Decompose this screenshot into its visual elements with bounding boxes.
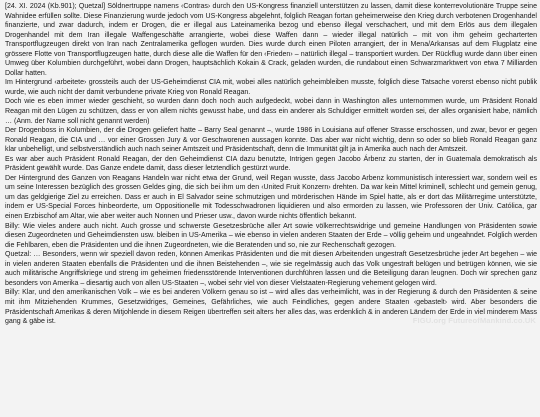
- paragraph: Es war aber auch Präsident Ronald Reagan, der den Geheimdienst CIA dazu benutzte, Intrigen gegen Jacobo Árbenz zu starten, der in Guatemala demokratisch als Präsident gewählt wurde. Das Ganze endete damit, dass dieser letztendlich gestürzt wurde.: [5, 155, 537, 173]
- paragraph: Der Drogenboss in Kolumbien, der die Drogen geliefert hatte – Barry Seal genannt –, wurde 1986 in Louisiana auf offener Strasse erschossen, und zwar, bevor er gegen Ronald Reagan, die CIA und … vor einer Grossen Jury & vor Geschworenen aussagen konnte. Das aber war nicht wichtig, denn so oder so blieb Ronald Reagan ganz klar unbehelligt, und selbstverständlich auch nach seiner Amtszeit und Präsidentschaft, denn die Immunität gilt ja in Amerika auch nach der Amtszeit.: [5, 127, 537, 154]
- watermark: FIGU.org FutureofMankind.co.UK: [412, 316, 536, 325]
- document-body: [5, 2, 537, 327]
- paragraph: [24. XI. 2024 (Kb.901); Quetzal] Söldnertruppe namens ‹Contras› durch den US-Kongress finanziell unterstützen zu lassen, damit diese konterrevolutionäre Truppe seine Wahnidee erfüllen sollte. Diese Finanzierung wurde jedoch vom US-Kongress abgelehnt, folglich Reagan fortan geheimerweise den Krieg durch verbotenen Drogenhandel finanzierte, und zwar dadurch, indem er Drogen, die er illegal aus Lateinamerika bezog und ebenso illegal verschachert, und mit dem Erlös aus dem illegalen Drogenhandel mit dem Iran illegale Waffengeschäfte arrangierte, wobei diese Waffen dann – wieder illegal natürlich – mit von ihm geheim gecharterten Transportflugzeugen direkt von Iran nach Zentralamerika geflogen wurden. Dies wurde durch einen Piloten arrangiert, der in Mena/Arkansas auf dem Flugplatz eine grössere Flotte von Transportflugzeugen hatte, durch diese alle die Waffen für den ‹Frieden› – natürlich illegal – transportiert wurden. Der Rückflug wurde dann über einen Umweg über Kolumbien durchgeführt, wobei dann Drogen, hauptsächlich Kokain & Crack, geladen wurden, die rundabout einen Schwarzmarktwert von etwa 7 Milliarden Dollar hatten.: [5, 3, 537, 77]
- paragraph: Im Hintergrund ‹arbeitete› grossteils auch der US-Geheimdienst CIA mit, wobei alles natürlich geheimbleiben musste, folglich diese Tatsache vorerst ebenso nicht publik wurde, wie auch nicht der damit verbundene private Krieg von Ronald Reagan.: [5, 79, 537, 96]
- paragraph: Der Hintergrund des Ganzen von Reagans Handeln war nicht etwa der Grund, weil Regan wusste, dass Jacobo Arbenz kommunistisch interessiert war, sondern weil es um seine Interessen bezüglich des grossen Geldes ging, die sich bei ihm um den ‹United Fruit Konzern› drehten. Da war kein Mittel kriminell, schlecht und gemein genug, um das geldgierige Ziel zu erreichen. Dass er auch in El Salvador seine schmutzigen und mörderischen Hände im Spiel hatte, als er dort das Militärregime unterstützte, indem er US-Special Forces hinbeorderte, um Oppositionelle mit Todesschwadronen liquidieren und also ermorden zu lassen, wie Professoren der Univ. Católica, gar einen Erzbischof am Altar, wie aber weiter auch Nonnen und Prieser usw., davon wurde nichts öffentlich bekannt.: [5, 174, 537, 221]
- paragraph: Billy: Klar, und den amerikanischen Volk – wie es bei anderen Völkern genau so ist – wird alles das verheimlicht, was in der Regierung & durch den Präsidenten & seine mit ihm Mitziehenden Krummes, Gesetzwidriges, Gemeines, Gefährliches, wie auch Feindliches, gegen andere Staaten ‹gebastelt› wird. Aber besonders die Präsidentschaft Amerikas & deren Mitjohlende in diesem Reigen übertreffen seit alters her alles das, was erdenklich & in anderen Ländern der Erde in viel minderem Mass gang & gäbe ist.: [5, 289, 537, 326]
- paragraph: Doch wie es eben immer wieder geschieht, so wurden dann doch noch auch aufgedeckt, wobei dann in Washington alles unternommen wurde, um Präsident Ronald Reagan mit den Lügen zu schützen, dass er von allem nichts gewusst habe, und dass ein anderer als Schuldiger ermittelt worden sei, der alles organisiert habe, nämlich … (Anm. der Name soll nicht genannt werden): [5, 98, 537, 125]
- paragraph: Quetzal: … Besonders, wenn wir speziell davon reden, können Amerikas Präsidenten und die mit diesen Arbeitenden ungestraft Gesetzesbrüche jeder Art begehen – wie in vielen anderen Staaten ebenfalls die Präsidenten und die ihnen Beistehenden –, wie sie regelmässig auch das Volk ungestraft belügen und betrügen können, wie sie auch militärische Angriffskriege und streng im geheimen friedensstörende Interventionen durchführen lassen und die Beteiligung daran leugnen. Doch wir sprechen ganz besonders von Amerika – diesartig auch von allen US-Staaten –, wobei sehr viel von dieser Vielstaaten-Regierung vehement gelogen wird.: [5, 251, 537, 287]
- paragraph: Billy: Wie vieles andere auch nicht. Auch grosse und schwerste Gesetzesbrüche aller Art sowie völkerrechtswidrige und gemeine Handlungen von Präsidenten sowie diesen Zugeordneten und Geheimdiensten usw. bleiben in US-Amerika – wie ebenso in vielen anderen Staaten der Erde – völlig geheim und ungeahndet. Folglich werden die Fehlbaren, eben die Präsidenten und die ihnen Zugeordneten, wie die Beratenden und so, nie zur Rechenschaft gezogen.: [5, 222, 537, 249]
